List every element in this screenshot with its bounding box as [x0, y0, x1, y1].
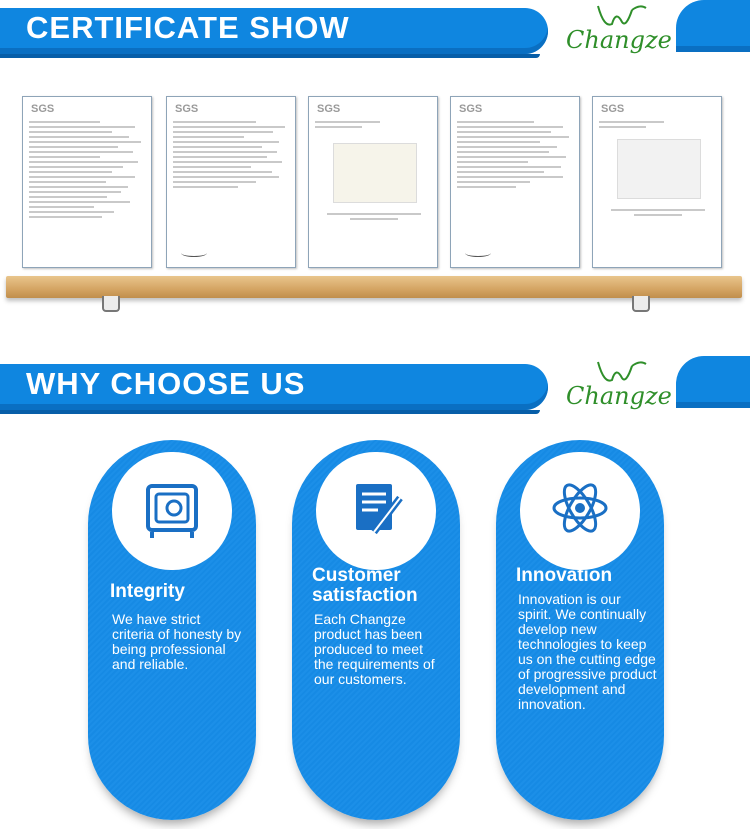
sgs-label: SGS [317, 103, 341, 115]
sgs-label: SGS [175, 103, 199, 115]
banner-tail [676, 0, 750, 52]
safe-icon [112, 452, 232, 570]
certificate-caption-lines [315, 213, 433, 223]
changze-logo [566, 358, 670, 416]
certificate-caption-lines [599, 209, 717, 219]
logo-wordmark: Changze [566, 382, 672, 410]
certificate-title: CERTIFICATE SHOW [26, 10, 350, 45]
shelf-bracket-right [632, 296, 650, 312]
feature-innovation [496, 440, 664, 820]
certificate-1 [22, 96, 152, 268]
feature-integrity [88, 440, 256, 820]
icon-circle [316, 452, 436, 570]
certificate-4 [450, 96, 580, 268]
certificate-5 [592, 96, 722, 268]
feature-title: Innovation [516, 565, 613, 586]
certificate-text-lines [315, 121, 433, 131]
why-choose-title: WHY CHOOSE US [26, 366, 306, 401]
feature-title: Integrity [110, 581, 185, 602]
feature-title-line-2: satisfaction [312, 585, 418, 606]
atom-icon [520, 452, 640, 570]
sample-photo [333, 143, 417, 203]
why-choose-banner [0, 356, 750, 420]
feature-title-line-1: Customer [312, 565, 401, 586]
changze-logo [566, 2, 670, 60]
sgs-label: SGS [601, 103, 625, 115]
logo-wordmark: Changze [566, 26, 672, 54]
feature-customer-satisfaction [292, 440, 460, 820]
certificate-banner [0, 0, 750, 64]
document-pen-icon [316, 452, 436, 570]
certificate-3 [308, 96, 438, 268]
sample-photo [617, 139, 701, 199]
certificate-gallery [22, 96, 734, 270]
certificate-2 [166, 96, 296, 268]
certificate-text-lines [457, 121, 575, 191]
icon-circle [520, 452, 640, 570]
signature [465, 249, 491, 257]
wooden-shelf [6, 276, 742, 298]
feature-text: Innovation is our spirit. We continually develop new technologies to keep us on the cutting edge of progressive product development and innovation. [518, 591, 657, 712]
shelf-bracket-left [102, 296, 120, 312]
feature-text: We have strict criteria of honesty by being professional and reliable. [112, 611, 242, 672]
sgs-label: SGS [459, 103, 483, 115]
icon-circle [112, 452, 232, 570]
certificate-text-lines [29, 121, 147, 221]
feature-text: Each Changze product has been produced to meet the requirements of our customers. [314, 611, 435, 687]
certificate-text-lines [599, 121, 717, 131]
banner-tail [676, 356, 750, 408]
signature [181, 249, 207, 257]
sgs-label: SGS [31, 103, 55, 115]
certificate-text-lines [173, 121, 291, 191]
